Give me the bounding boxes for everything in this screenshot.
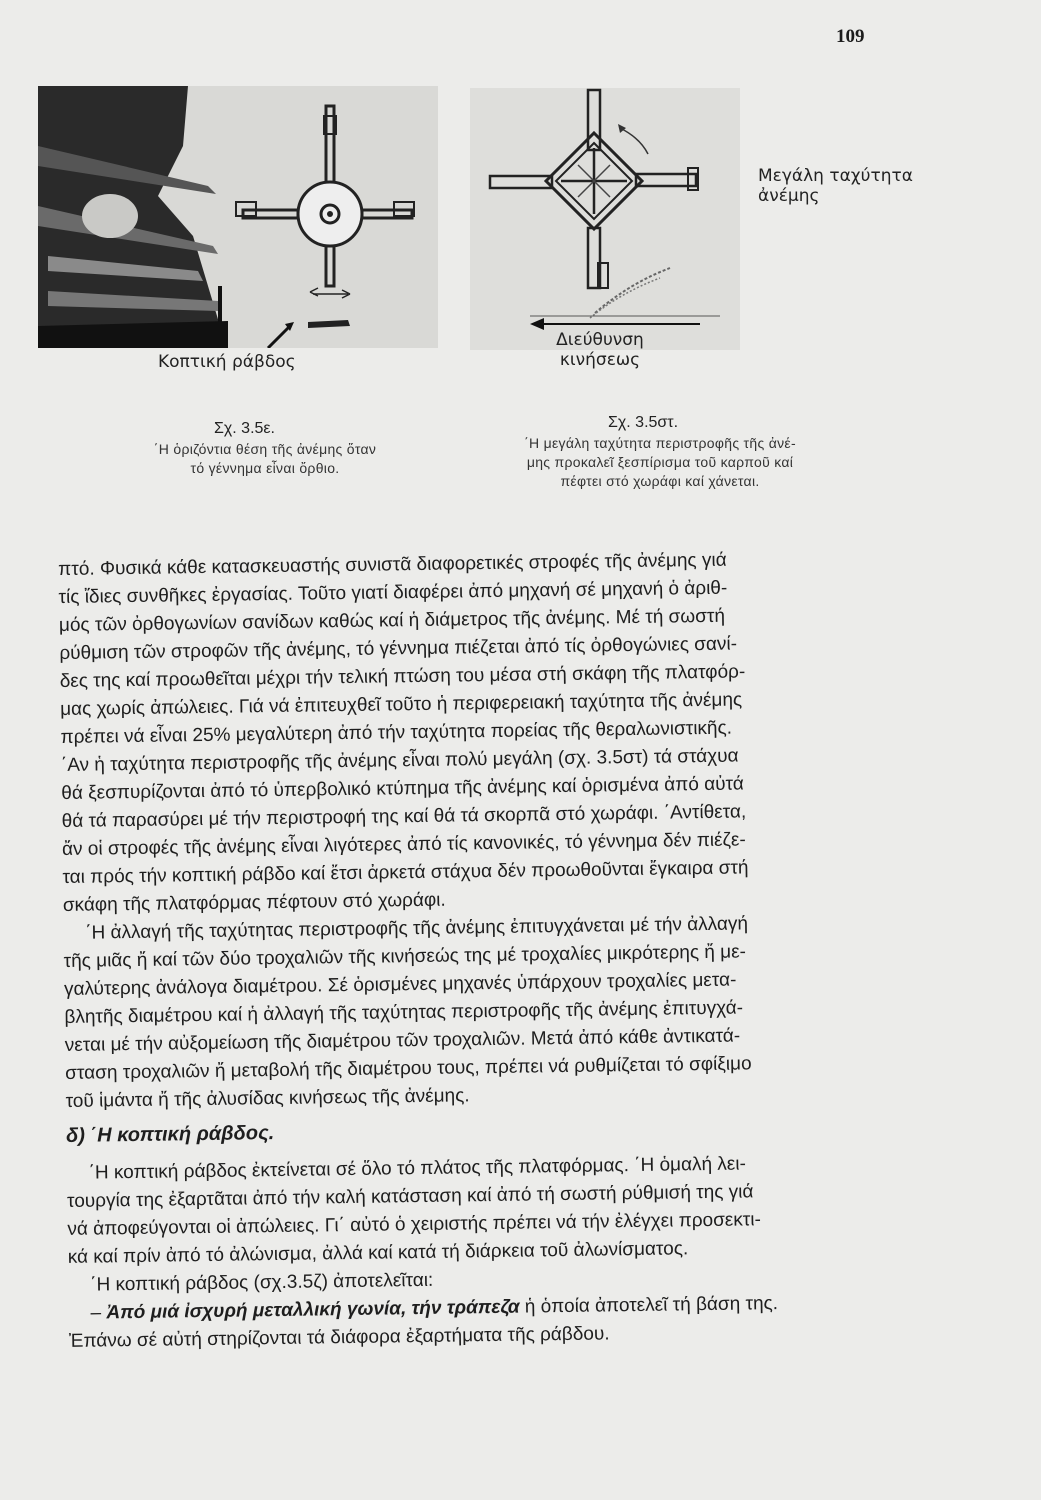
reel-speed-label-line: Μεγάλη ταχύτητα (758, 166, 913, 186)
list-dash: – (90, 1302, 102, 1324)
list-item-text: ἡ ὁποία ἀποτελεῖ τή βάση της. (519, 1293, 779, 1318)
body-text (58, 544, 899, 1356)
body-line: νά ἀποφεύγονται οἱ ἀπώλειες. Γι΄ αὐτό ὁ χειριστής πρέπει νά τήν ἐλέγχει προσεκτι- (67, 1209, 762, 1240)
page-number: 109 (836, 26, 865, 47)
section-heading: δ) ΄Η κοπτική ράβδος. (65, 1122, 275, 1147)
body-line: τίς ἴδιες συνθῆκες ἐργασίας. Τοῦτο γιατί διαφέρει ἀπό μηχανή σέ μηχανή ὁ ἀριθ- (58, 577, 728, 608)
figure-right-caption (470, 434, 850, 491)
caption-line: ΄Η ὁριζόντια θέση τῆς ἀνέμης ὅταν (153, 441, 377, 457)
body-line: ΄Η κοπτική ράβδος (σχ.3.5ζ) ἀποτελεῖται: (90, 1269, 434, 1296)
body-line: τοῦ ἱμάντα ἤ τῆς ἀλυσίδας κινήσεως τῆς ἀνέμης. (65, 1085, 470, 1112)
body-line: σκάφη τῆς πλατφόρμας πέφτουν στό χωράφι. (62, 889, 446, 916)
figure-left-caption (100, 440, 430, 478)
reel-speed-label (758, 166, 913, 206)
body-line: πτό. Φυσικά κάθε κατασκευαστής συνιστᾶ διαφορετικές στροφές τῆς ἀνέμης γιά (58, 549, 727, 580)
body-line: γαλύτερης ἀνάλογα διαμέτρου. Σέ ὁρισμένες μηχανές ὑπάρχουν τροχαλίες μετα- (63, 969, 737, 1000)
body-line: τουργία της ἐξαρτᾶται ἀπό τήν καλή κατάσταση καί ἀπό τή σωστή ρύθμισή της γιά (66, 1181, 754, 1212)
body-line: ἄν οἱ στροφές τῆς ἀνέμης εἶναι λιγότερες ἀπό τίς κανονικές, τό γέννημα δέν πιέζε- (61, 829, 746, 860)
body-line: Ἐπάνω σέ αὐτή στηρίζονται τά διάφορα ἐξαρτήματα τῆς ράβδου. (68, 1323, 610, 1352)
body-line: κά καί πρίν ἀπό τό ἀλώνισμα, ἀλλά καί κατά τή διάρκεια τοῦ ἀλωνίσματος. (67, 1238, 689, 1268)
caption-line: μης προκαλεῖ ξεσπίρισμα τοῦ καρποῦ καί (526, 454, 794, 470)
body-line: βλητῆς διαμέτρου καί ἡ ἀλλαγή τῆς ταχύτητας περιστροφῆς τῆς ἀνέμης ἐπιτυγχά- (64, 997, 744, 1028)
body-line: πρέπει νά εἶναι 25% μεγαλύτερη ἀπό τήν ταχύτητα πορείας τῆς θεραλωνιστικῆς. (60, 717, 733, 748)
body-line: μός τῶν ὀρθογωνίων σανίδων καθώς καί ἡ διάμετρος τῆς ἀνέμης. Μέ τή σωστή (58, 605, 726, 636)
direction-label-line: κινήσεως (559, 350, 641, 370)
figure-right-caption-title: Σχ. 3.5στ. (608, 414, 679, 431)
body-line: ρύθμιση τῶν στροφῶν τῆς ἀνέμης, τό γέννημα πιέζεται ἀπό τίς ὀρθογώνιες σανί- (59, 633, 738, 664)
reel-speed-label-line: ἀνέμης (758, 186, 820, 206)
figure-left-caption-title: Σχ. 3.5ε. (214, 420, 275, 437)
figure-reel-horizontal-photo (38, 86, 438, 348)
direction-label-line: Διεύθυνση (556, 330, 644, 350)
body-line: δες της καί προωθεῖται μέχρι τήν τελική πτώση του μέσα στή σκάφη τῆς πλατφόρ- (59, 661, 746, 692)
direction-label (552, 330, 648, 370)
body-line: ΄Η ἀλλαγή τῆς ταχύτητας περιστροφῆς τῆς ἀνέμης ἐπιτυγχάνεται μέ τήν ἀλλαγή (85, 913, 749, 944)
body-line: τῆς μιᾶς ἤ καί τῶν δύο τροχαλιῶν τῆς κινήσεώς της μέ τροχαλίες μικρότερης ἤ με- (63, 941, 747, 972)
body-line: μας χωρίς ἀπώλειες. Γιά νά ἐπιτευχθεῖ τοῦτο ἡ περιφερειακή ταχύτητα τῆς ἀνέμης (59, 689, 743, 720)
list-item-emphasis: Ἀπό μιά ἰσχυρή μεταλλική γωνία, τήν τράπεζα (106, 1296, 520, 1324)
body-line: θά ξεσπυρίζονται ἀπό τό ὑπερβολικό κτύπημα τῆς ἀνέμης καί ὁρισμένα ἀπό αὐτά (61, 773, 744, 804)
figure-reel-high-speed-diagram (470, 88, 740, 350)
body-line: θά τά παρασύρει μέ τήν περιστροφή της καί θά τά σκορπᾶ στό χωράφι. ΄Αντίθετα, (61, 801, 747, 832)
body-line: ΄Αν ἡ ταχύτητα περιστροφῆς τῆς ἀνέμης εἶναι πολύ μεγάλη (σχ. 3.5στ) τά στάχυα (60, 745, 739, 776)
body-line: ται πρός τήν κοπτική ράβδο καί ἔτσι ἀρκετά στάχυα δέν προωθοῦνται ἔγκαιρα στή (62, 857, 749, 888)
caption-line: τό γέννημα εἶναι ὄρθιο. (190, 460, 340, 476)
body-line: ΄Η κοπτική ράβδος ἐκτείνεται σέ ὅλο τό πλάτος τῆς πλατφόρμας. ΄Η ὁμαλή λει- (88, 1153, 747, 1184)
cutter-bar-label: Κοπτική ράβδος (158, 352, 296, 372)
caption-line: πέφτει στό χωράφι καί χάνεται. (560, 473, 760, 489)
body-line: νεται μέ τήν αὐξομείωση τῆς διαμέτρου τῶν τροχαλιῶν. Μετά ἀπό κάθε ἀντικατά- (64, 1025, 741, 1056)
caption-line: ΄Η μεγάλη ταχύτητα περιστροφῆς τῆς ἀνέ- (524, 435, 796, 451)
body-line: σταση τροχαλιῶν ἤ μεταβολή τῆς διαμέτρου τους, πρέπει νά ρυθμίζεται τό σφίξιμο (65, 1053, 752, 1084)
